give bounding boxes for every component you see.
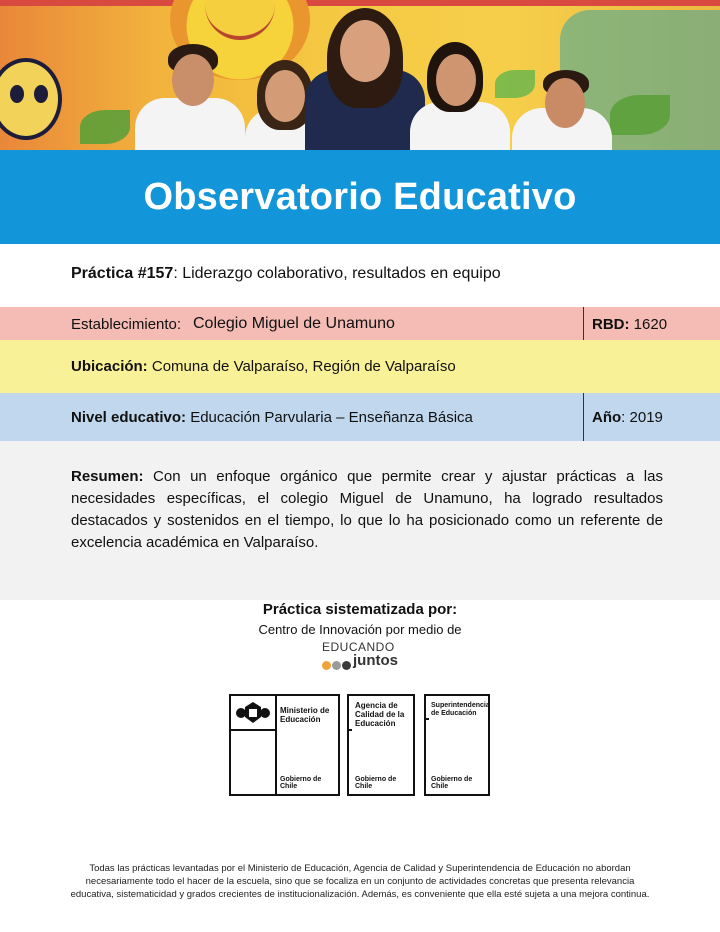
resumen-text: Con un enfoque orgánico que permite crear y ajustar prácticas a las necesidades específicas, el colegio Miguel de Unamuno, ha logrado resultados destacados y sostenidos en el tiempo, lo que lo ha posicionado como un referente de excelencia académica en Valparaíso. [71,468,663,551]
superintendencia-line2: de Educación [431,710,477,717]
practica-line [71,265,501,283]
agencia-footer: Gobierno de Chile [355,776,397,790]
superintendencia-footer: Gobierno de Chile [431,776,473,790]
anio-label: Año [592,409,622,426]
sistematizada-title: Práctica sistematizada por: [262,601,458,618]
nivel-value: Educación Parvularia – Enseñanza Básica [186,409,473,426]
logo-agencia-calidad [347,694,415,796]
resumen-paragraph [71,466,663,554]
nivel-row [0,393,720,441]
title-band [0,150,720,244]
ministerio-line2: Educación [280,715,321,724]
agencia-line2: Calidad de la [355,710,405,719]
establecimiento-row [0,307,720,340]
anio-value: : 2019 [621,409,663,426]
practica-text: : Liderazgo colaborativo, resultados en equipo [173,265,501,282]
agencia-line1: Agencia de [355,701,398,710]
establecimiento-value: Colegio Miguel de Unamuno [193,315,395,332]
bee-mural [0,58,62,140]
juntos-word: juntos [353,652,398,669]
resumen-label: Resumen: [71,468,144,485]
logo-superintendencia [424,694,490,796]
establecimiento-label: Establecimiento: [71,316,182,333]
logo-ministerio-educacion [229,694,340,796]
ubicacion-label: Ubicación: [71,358,148,375]
ubicacion-row [0,340,720,393]
ministerio-line1: Ministerio de [280,706,330,715]
educando-dots-icon [322,657,352,675]
disclaimer-line-1: Todas las prácticas levantadas por el Ministerio de Educación, Agencia de Calidad y Superintendencia de Educación no abordan [89,863,631,874]
page-title: Observatorio Educativo [143,175,577,218]
rbd-value: 1620 [629,316,668,333]
sistematizada-subtitle: Centro de Innovación por medio de [258,622,462,637]
coat-of-arms-icon [235,699,271,727]
disclaimer-line-3: educativa, sistematicidad y grados crecientes de institucionalización. Además, es conveniente que ella esté sujeta a una mejora continua. [70,889,650,900]
nivel-label: Nivel educativo: [71,409,187,426]
disclaimer-line-2: necesariamente todo el hacer de la escuela, sino que se focaliza en un conjunto de actividades concretas que presenta relevancia [85,876,635,887]
rbd-label: RBD: [592,316,630,333]
ministerio-footer: Gobierno de Chile [280,776,322,790]
disclaimer-footer [60,862,660,901]
hero-photo [0,0,720,150]
educando-word: EDUCANDO [322,640,395,654]
ubicacion-value: Comuna de Valparaíso, Región de Valparaíso [147,358,456,375]
educando-juntos-logo [322,640,412,672]
superintendencia-line1: Superintendencia [431,702,490,709]
practica-label: Práctica #157 [71,265,174,282]
agencia-line3: Educación [355,719,396,728]
